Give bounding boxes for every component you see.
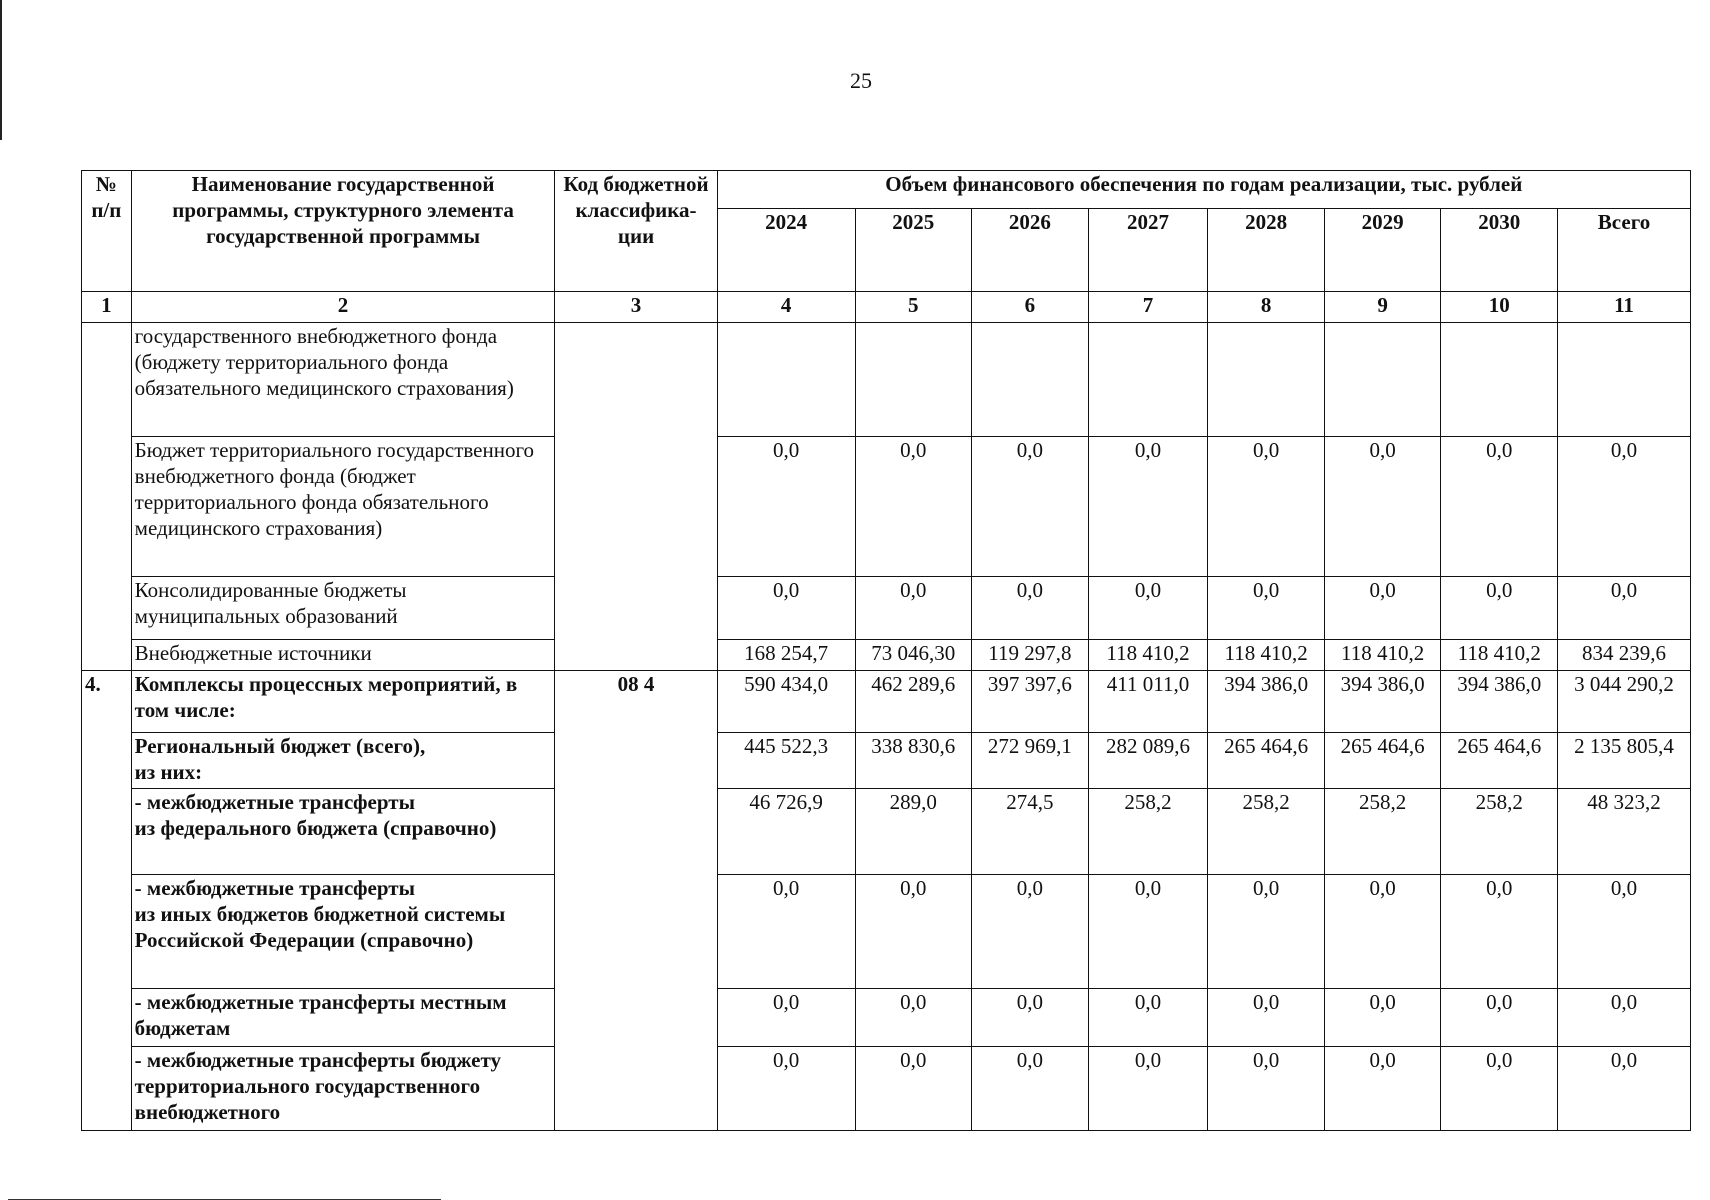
value-cell: 0,0 [972,989,1089,1047]
value-cell: 0,0 [1324,437,1441,577]
row-name: государственного внебюджетного фонда (бюджету территориального фонда обязательного медицинского страхования) [131,323,555,437]
value-cell: 590 434,0 [717,671,855,733]
value-cell: 0,0 [1208,989,1325,1047]
value-cell: 0,0 [1088,989,1208,1047]
page-number: 25 [850,68,872,93]
row-name: Внебюджетные источники [131,640,555,671]
value-cell: 462 289,6 [855,671,972,733]
value-cell: 265 464,6 [1324,733,1441,789]
value-cell: 0,0 [1441,989,1558,1047]
value-cell: 0,0 [717,875,855,989]
row-number-cell [82,323,132,671]
value-cell: 0,0 [1088,577,1208,640]
value-cell: 258,2 [1088,789,1208,875]
value-cell: 0,0 [1441,577,1558,640]
header-row-top [82,171,1691,209]
value-cell [1088,323,1208,437]
value-cell: 0,0 [1208,437,1325,577]
value-cell: 289,0 [855,789,972,875]
value-cell: 394 386,0 [1208,671,1325,733]
value-cell: 168 254,7 [717,640,855,671]
value-cell: 338 830,6 [855,733,972,789]
value-cell: 0,0 [1558,989,1691,1047]
value-cell: 0,0 [972,1047,1089,1131]
column-number: 4 [717,292,855,323]
value-cell: 0,0 [1088,875,1208,989]
value-cell: 274,5 [972,789,1089,875]
column-number: 9 [1324,292,1441,323]
header-name: Наименование государственной программы, структурного элемента государственной программы [131,171,555,292]
table-row [82,1047,1691,1131]
header-total: Всего [1558,209,1691,292]
header-year: 2026 [972,209,1089,292]
value-cell: 46 726,9 [717,789,855,875]
value-cell: 0,0 [1208,875,1325,989]
value-cell: 0,0 [1558,437,1691,577]
value-cell: 118 410,2 [1088,640,1208,671]
row-number: 4. [82,671,132,1131]
value-cell: 0,0 [717,437,855,577]
value-cell [1441,323,1558,437]
value-cell: 258,2 [1324,789,1441,875]
row-name: - межбюджетные трансферты бюджету территориального государственного внебюджетного [131,1047,555,1131]
value-cell: 0,0 [855,1047,972,1131]
row-name: - межбюджетные трансферты местным бюджетам [131,989,555,1047]
row-name: Бюджет территориального государственного внебюджетного фонда (бюджет территориального фонда обязательного медицинского страхования) [131,437,555,577]
value-cell: 0,0 [717,1047,855,1131]
value-cell: 0,0 [1208,577,1325,640]
value-cell: 0,0 [1558,577,1691,640]
value-cell: 73 046,30 [855,640,972,671]
table-row [82,323,1691,437]
header-year: 2025 [855,209,972,292]
value-cell: 0,0 [1441,875,1558,989]
value-cell: 265 464,6 [1441,733,1558,789]
column-number: 1 [82,292,132,323]
value-cell: 0,0 [1088,1047,1208,1131]
value-cell: 0,0 [855,989,972,1047]
value-cell: 0,0 [1324,1047,1441,1131]
row-name: - межбюджетные трансферты из федерального бюджета (справочно) [131,789,555,875]
value-cell: 0,0 [972,875,1089,989]
value-cell: 0,0 [717,577,855,640]
column-number: 11 [1558,292,1691,323]
value-cell: 0,0 [1441,1047,1558,1131]
table-row [82,789,1691,875]
value-cell: 272 969,1 [972,733,1089,789]
value-cell [717,323,855,437]
column-number: 7 [1088,292,1208,323]
row-code-cell [555,323,717,671]
value-cell [1558,323,1691,437]
header-number: № п/п [82,171,132,292]
value-cell: 0,0 [855,875,972,989]
table-row [82,671,1691,733]
value-cell: 2 135 805,4 [1558,733,1691,789]
value-cell: 48 323,2 [1558,789,1691,875]
value-cell: 265 464,6 [1208,733,1325,789]
value-cell: 0,0 [1558,875,1691,989]
value-cell: 258,2 [1208,789,1325,875]
table-row [82,733,1691,789]
value-cell: 258,2 [1441,789,1558,875]
value-cell: 0,0 [972,577,1089,640]
value-cell: 397 397,6 [972,671,1089,733]
row-code: 08 4 [555,671,717,1131]
value-cell: 0,0 [1208,1047,1325,1131]
value-cell: 0,0 [972,437,1089,577]
value-cell [1324,323,1441,437]
value-cell [1208,323,1325,437]
column-numbering-row [82,292,1691,323]
value-cell [855,323,972,437]
value-cell: 282 089,6 [1088,733,1208,789]
header-year: 2028 [1208,209,1325,292]
value-cell: 0,0 [1088,437,1208,577]
value-cell: 3 044 290,2 [1558,671,1691,733]
value-cell: 834 239,6 [1558,640,1691,671]
value-cell: 0,0 [1324,577,1441,640]
value-cell: 0,0 [1441,437,1558,577]
row-name: Консолидированные бюджеты муниципальных образований [131,577,555,640]
row-name: Комплексы процессных мероприятий, в том числе: [131,671,555,733]
header-year: 2024 [717,209,855,292]
value-cell: 119 297,8 [972,640,1089,671]
value-cell: 445 522,3 [717,733,855,789]
value-cell [972,323,1089,437]
value-cell: 0,0 [1324,989,1441,1047]
column-number: 10 [1441,292,1558,323]
table-row [82,640,1691,671]
value-cell: 0,0 [1558,1047,1691,1131]
header-year: 2029 [1324,209,1441,292]
value-cell: 411 011,0 [1088,671,1208,733]
value-cell: 0,0 [855,577,972,640]
header-year: 2030 [1441,209,1558,292]
column-number: 5 [855,292,972,323]
column-number: 6 [972,292,1089,323]
column-number: 2 [131,292,555,323]
row-name: Региональный бюджет (всего), из них: [131,733,555,789]
header-volume: Объем финансового обеспечения по годам реализации, тыс. рублей [717,171,1690,209]
budget-table [81,170,1691,1131]
row-name: - межбюджетные трансферты из иных бюджетов бюджетной системы Российской Федерации (справочно) [131,875,555,989]
header-code: Код бюджетной классифика-ции [555,171,717,292]
value-cell: 394 386,0 [1441,671,1558,733]
table-row [82,437,1691,577]
value-cell: 118 410,2 [1324,640,1441,671]
value-cell: 0,0 [717,989,855,1047]
value-cell: 394 386,0 [1324,671,1441,733]
value-cell: 118 410,2 [1208,640,1325,671]
column-number: 3 [555,292,717,323]
table-row [82,875,1691,989]
table-row [82,989,1691,1047]
value-cell: 0,0 [855,437,972,577]
value-cell: 118 410,2 [1441,640,1558,671]
table-row [82,577,1691,640]
column-number: 8 [1208,292,1325,323]
value-cell: 0,0 [1324,875,1441,989]
header-year: 2027 [1088,209,1208,292]
